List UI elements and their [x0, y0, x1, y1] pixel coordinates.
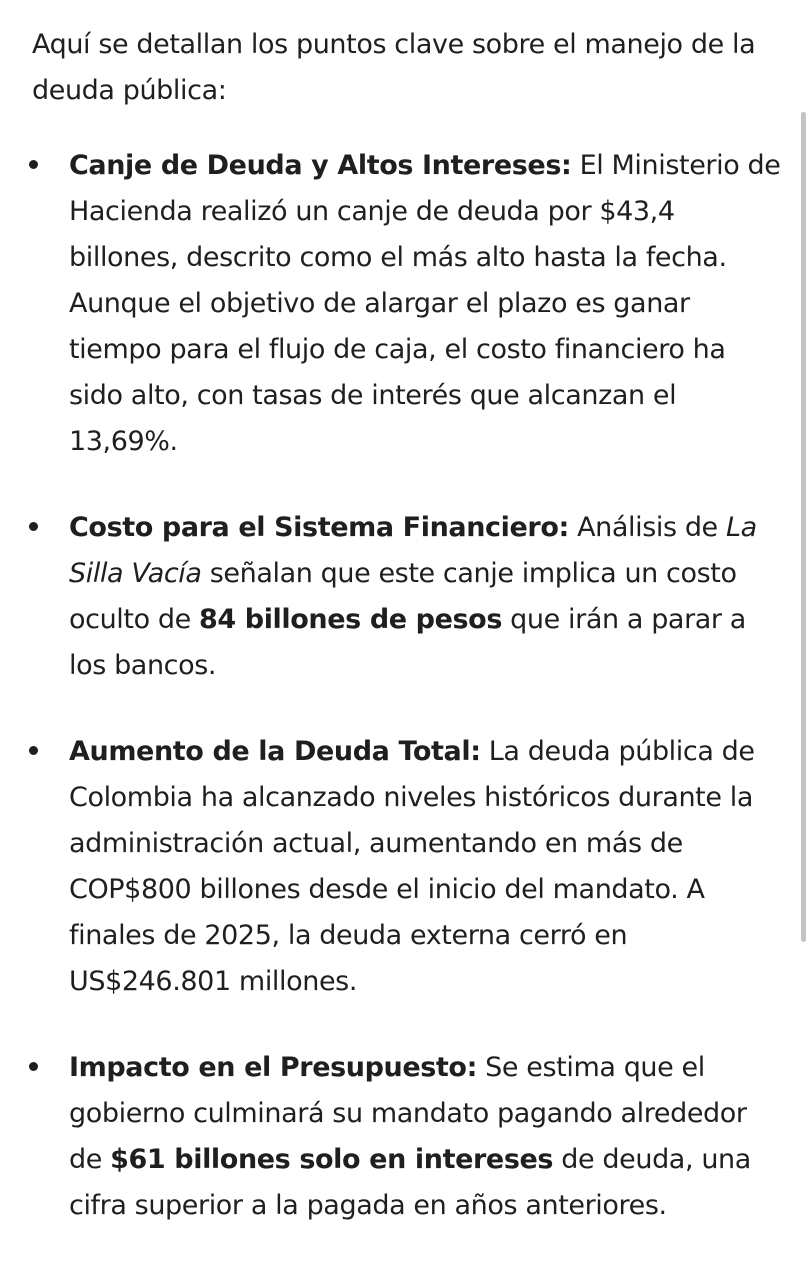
item-text: de deuda, una cifra superior a la pagada en años anteriores.	[69, 1144, 751, 1221]
bullet-dot-icon	[29, 160, 38, 169]
key-points-list	[0, 143, 812, 1269]
item-text: señalan que este canje implica un costo oculto de	[69, 558, 737, 635]
item-text: La deuda pública de Colombia ha alcanzado niveles históricos durante la administración actual, aumentando en más de COP$800 billones desde el inicio del mandato. A finales de 2025, la deuda externa cerró en US$246.801 millones.	[69, 736, 755, 997]
highlight-amount: $61 billones solo en intereses	[110, 1144, 554, 1175]
list-item-debt-swap	[0, 143, 812, 465]
item-text: El Ministerio de Hacienda realizó un canje de deuda por $43,4 billones, descrito como el más alto hasta la fecha. Aunque el objetivo de alargar el plazo es ganar tiempo para el flujo de caja, el costo financiero ha sido alto, con tasas de interés que alcanzan el 13,69%.	[69, 150, 781, 457]
item-text: que irán a parar a los bancos.	[69, 604, 746, 681]
scrollbar-thumb[interactable]	[801, 112, 806, 942]
item-title: Impacto en el Presupuesto:	[69, 1052, 477, 1083]
highlight-amount: 84 billones de pesos	[199, 604, 502, 635]
item-title: Canje de Deuda y Altos Intereses:	[69, 150, 572, 181]
list-item-budget-impact	[0, 1045, 812, 1229]
item-title: Aumento de la Deuda Total:	[69, 736, 481, 767]
source-name: La Silla Vacía	[69, 512, 757, 589]
bullet-dot-icon	[29, 1062, 38, 1071]
item-title: Costo para el Sistema Financiero:	[69, 512, 569, 543]
bullet-dot-icon	[29, 522, 38, 531]
list-item-total-debt	[0, 729, 812, 1005]
bullet-dot-icon	[29, 746, 38, 755]
list-item-paragraph	[69, 143, 784, 465]
list-item-paragraph	[69, 1045, 784, 1229]
list-item-paragraph	[69, 505, 784, 689]
item-text: Se estima que el gobierno culminará su mandato pagando alrededor de	[69, 1052, 747, 1175]
scrollbar[interactable]	[801, 112, 806, 942]
item-text: Análisis de	[568, 512, 726, 543]
list-item-financial-cost	[0, 505, 812, 689]
intro-paragraph: Aquí se detallan los puntos clave sobre el manejo de la deuda pública:	[32, 29, 756, 106]
list-item-paragraph	[69, 729, 784, 1005]
